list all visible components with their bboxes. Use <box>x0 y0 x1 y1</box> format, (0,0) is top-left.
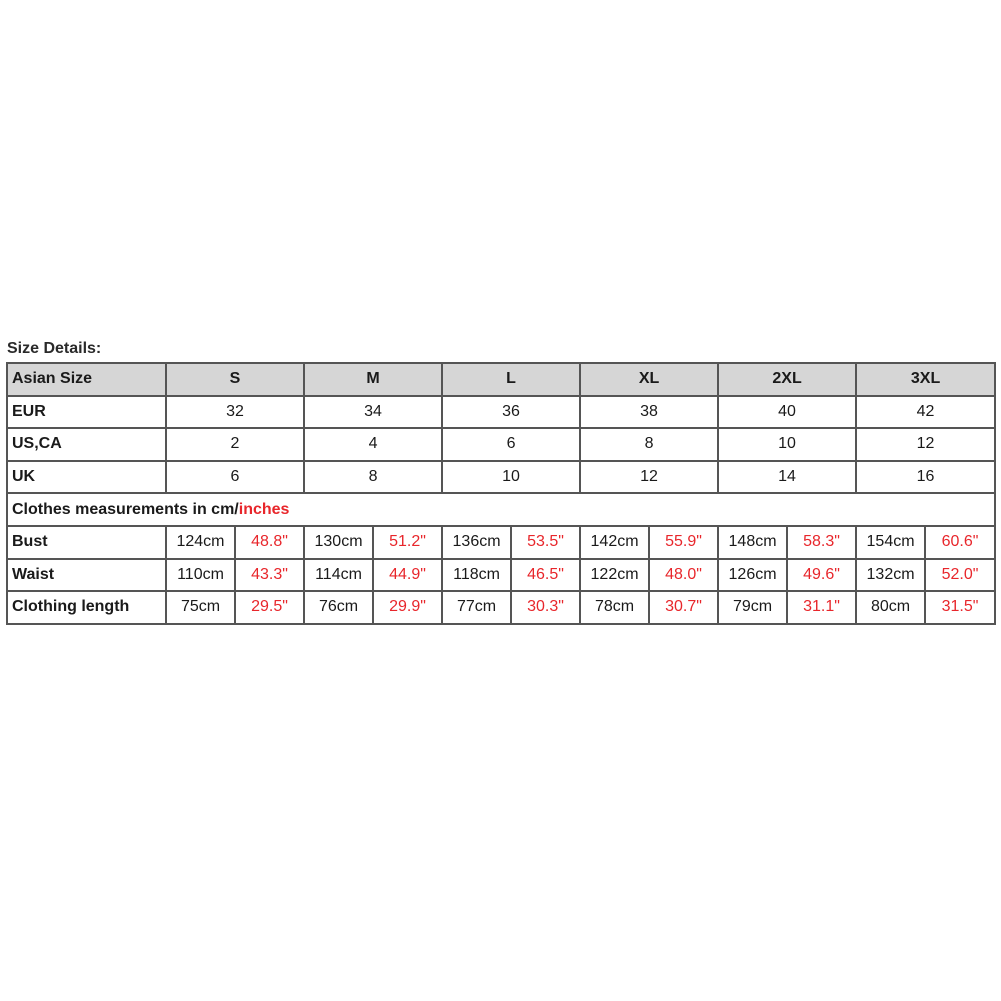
row-label: US,CA <box>7 428 166 461</box>
table-cell: 4 <box>304 428 442 461</box>
measurements-section-label <box>7 493 995 526</box>
cm-cell: 148cm <box>718 526 787 559</box>
cm-cell: 77cm <box>442 591 511 624</box>
table-cell: 10 <box>442 461 580 494</box>
measurements-label-prefix: Clothes measurements in cm/ <box>12 500 239 518</box>
cm-cell: 79cm <box>718 591 787 624</box>
size-details-caption: Size Details: <box>7 340 102 357</box>
table-cell: 42 <box>856 396 995 429</box>
cm-cell: 110cm <box>166 559 235 592</box>
table-cell: 40 <box>718 396 856 429</box>
inch-cell: 30.7" <box>649 591 718 624</box>
size-header-2xl: 2XL <box>718 363 856 396</box>
size-header-xl: XL <box>580 363 718 396</box>
table-cell: 14 <box>718 461 856 494</box>
inch-cell: 53.5" <box>511 526 580 559</box>
table-cell: 8 <box>304 461 442 494</box>
cm-cell: 132cm <box>856 559 925 592</box>
table-cell: 12 <box>856 428 995 461</box>
cm-cell: 122cm <box>580 559 649 592</box>
clothing-length-row <box>7 591 995 624</box>
cm-cell: 75cm <box>166 591 235 624</box>
size-header-m: M <box>304 363 442 396</box>
table-cell: 8 <box>580 428 718 461</box>
cm-cell: 76cm <box>304 591 373 624</box>
inch-cell: 49.6" <box>787 559 856 592</box>
inch-cell: 43.3" <box>235 559 304 592</box>
inch-cell: 44.9" <box>373 559 442 592</box>
inch-cell: 60.6" <box>925 526 995 559</box>
inch-cell: 51.2" <box>373 526 442 559</box>
inch-cell: 46.5" <box>511 559 580 592</box>
waist-row <box>7 559 995 592</box>
table-cell: 32 <box>166 396 304 429</box>
cm-cell: 130cm <box>304 526 373 559</box>
measurements-label-inches: inches <box>238 500 290 518</box>
table-cell: 2 <box>166 428 304 461</box>
inch-cell: 31.1" <box>787 591 856 624</box>
inch-cell: 55.9" <box>649 526 718 559</box>
cm-cell: 124cm <box>166 526 235 559</box>
uk-row <box>7 461 995 494</box>
inch-cell: 58.3" <box>787 526 856 559</box>
cm-cell: 114cm <box>304 559 373 592</box>
table-cell: 34 <box>304 396 442 429</box>
cm-cell: 154cm <box>856 526 925 559</box>
size-header-s: S <box>166 363 304 396</box>
size-chart-table <box>6 362 996 625</box>
row-label: EUR <box>7 396 166 429</box>
inch-cell: 48.0" <box>649 559 718 592</box>
table-cell: 12 <box>580 461 718 494</box>
inch-cell: 52.0" <box>925 559 995 592</box>
inch-cell: 31.5" <box>925 591 995 624</box>
cm-cell: 118cm <box>442 559 511 592</box>
us-ca-row <box>7 428 995 461</box>
cm-cell: 78cm <box>580 591 649 624</box>
measurements-section-row <box>7 493 995 526</box>
row-label: Clothing length <box>7 591 166 624</box>
row-label: UK <box>7 461 166 494</box>
table-cell: 6 <box>166 461 304 494</box>
asian-size-label: Asian Size <box>7 363 166 396</box>
inch-cell: 48.8" <box>235 526 304 559</box>
table-cell: 16 <box>856 461 995 494</box>
inch-cell: 29.9" <box>373 591 442 624</box>
size-header-row <box>7 363 995 396</box>
inch-cell: 29.5" <box>235 591 304 624</box>
table-cell: 36 <box>442 396 580 429</box>
cm-cell: 126cm <box>718 559 787 592</box>
table-cell: 6 <box>442 428 580 461</box>
size-header-l: L <box>442 363 580 396</box>
table-cell: 38 <box>580 396 718 429</box>
inch-cell: 30.3" <box>511 591 580 624</box>
bust-row <box>7 526 995 559</box>
eur-row <box>7 396 995 429</box>
table-cell: 10 <box>718 428 856 461</box>
row-label: Bust <box>7 526 166 559</box>
cm-cell: 136cm <box>442 526 511 559</box>
cm-cell: 80cm <box>856 591 925 624</box>
cm-cell: 142cm <box>580 526 649 559</box>
row-label: Waist <box>7 559 166 592</box>
size-header-3xl: 3XL <box>856 363 995 396</box>
